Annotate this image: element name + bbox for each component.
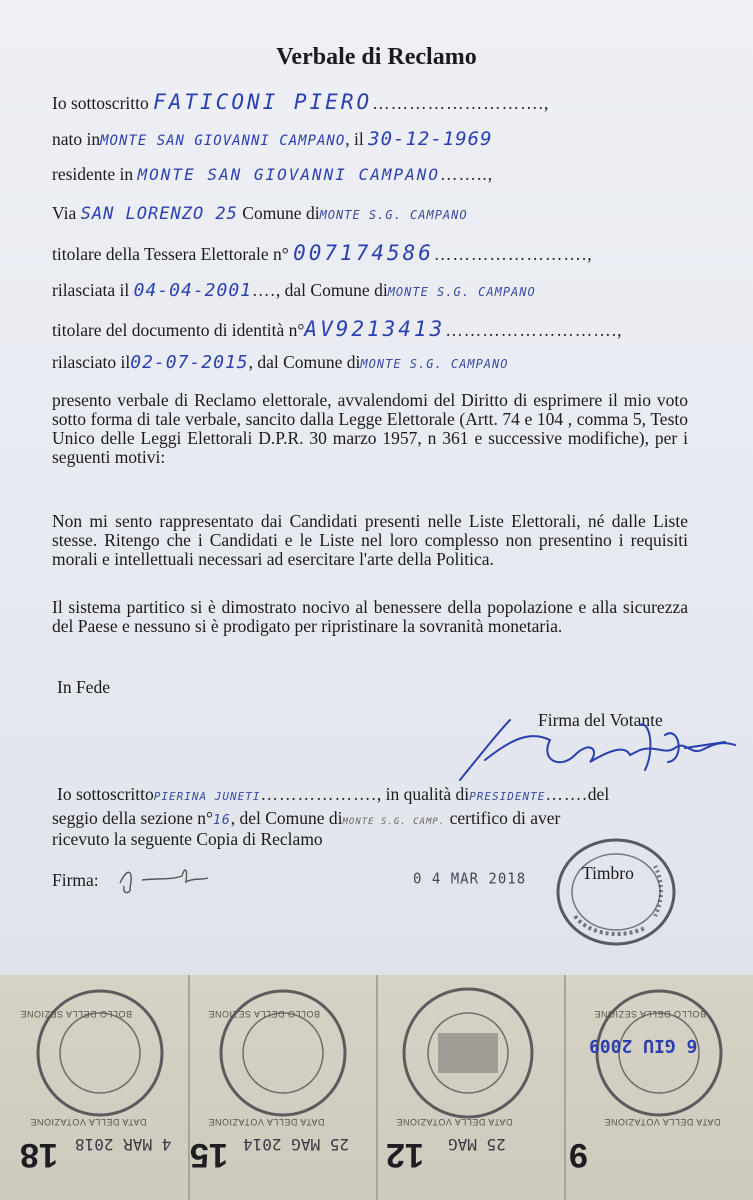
- value-residente: MONTE SAN GIOVANNI CAMPANO: [137, 165, 440, 184]
- label-nato: nato in: [52, 129, 101, 149]
- cert-line-1: Io sottoscrittoPIERINA JUNETI………………., in qualità diPRESIDENTE…….del: [57, 784, 610, 804]
- field-via: [52, 203, 468, 224]
- field-residente: residente in MONTE SAN GIOVANNI CAMPANO……..,: [52, 164, 494, 184]
- value-nato: MONTE SAN GIOVANNI CAMPANO: [100, 133, 346, 149]
- cert-seggio-value: 16: [213, 813, 231, 828]
- value-documento: AV9213413: [304, 317, 446, 341]
- president-signature: [112, 858, 212, 898]
- cert-certifico: certifico di aver: [449, 808, 561, 828]
- data-votazione-caption: DATA DELLA VOTAZIONE: [30, 1117, 147, 1127]
- cell-date: 6 GIU 2009: [589, 1035, 698, 1056]
- date-stamp: 0 4 MAR 2018: [413, 870, 527, 888]
- seal-icon: [203, 983, 363, 1123]
- card-cell: [0, 975, 190, 1200]
- cert-line-3: ricevuto la seguente Copia di Reclamo: [52, 829, 323, 849]
- firma-votante-label: Firma del Votante: [538, 710, 663, 730]
- value-comune: MONTE S.G. CAMPANO: [319, 208, 468, 222]
- card-cell: [188, 975, 378, 1200]
- cert-qualita-label: , in qualità di: [376, 784, 470, 804]
- body-paragraph: presento verbale di Reclamo elettorale, avvalendomi del Diritto di esprimere il mio voto sotto forma di tale verbale, sancito dalla Legge Elettorale (Artt. 74 e 104 , comma 5, Testo Unico delle Leggi Elettorali D.P.R. 30 marzo 1957, n 361 e successive modifiche), per i seguenti motivi:: [52, 390, 688, 467]
- label-rilasciata: rilasciata il: [52, 280, 130, 300]
- data-votazione-caption: DATA DELLA VOTAZIONE: [604, 1117, 721, 1127]
- value-sottoscritto: FATICONI PIERO: [153, 90, 373, 114]
- label-sottoscritto: Io sottoscritto: [52, 93, 149, 113]
- label-rilasciato: rilasciato il: [52, 352, 131, 372]
- electoral-card-strip: [0, 975, 753, 1200]
- official-seal: [555, 836, 677, 948]
- cell-date: 25 MAG 2014: [243, 1135, 349, 1154]
- document-title: Verbale di Reclamo: [276, 44, 477, 70]
- cert-del-label: del: [587, 784, 610, 804]
- value-via: SAN LORENZO 25: [80, 204, 238, 224]
- value-dal-comune2: MONTE S.G. CAMPANO: [360, 357, 509, 371]
- timbro-label: Timbro: [582, 863, 634, 883]
- field-nato: [52, 128, 493, 150]
- cert-qualita-value: PRESIDENTE: [469, 790, 546, 803]
- in-fede: In Fede: [57, 677, 110, 697]
- seal-icon: [25, 983, 175, 1123]
- cert-comune-label: , del Comune di: [230, 808, 343, 828]
- cell-number: 15: [190, 1136, 228, 1174]
- cert-sottoscritto-value: PIERINA JUNETI: [153, 790, 261, 803]
- label-il: , il: [345, 129, 364, 149]
- bollo-caption: BOLLO DELLA SEZIONE: [208, 1009, 321, 1019]
- bollo-caption: BOLLO DELLA SEZIONE: [20, 1009, 133, 1019]
- cert-seggio-label: seggio della sezione n°: [52, 808, 214, 828]
- data-votazione-caption: DATA DELLA VOTAZIONE: [208, 1117, 325, 1127]
- cert-line-2: [52, 808, 560, 829]
- label-dal-comune2: , dal Comune di: [248, 352, 361, 372]
- cell-date: 25 MAG: [448, 1135, 506, 1154]
- field-tessera: titolare della Tessera Elettorale n° 007174586…………………….,: [52, 241, 593, 265]
- value-rilasciato: 02-07-2015: [130, 352, 249, 373]
- seal-icon: [386, 983, 551, 1123]
- data-votazione-caption: DATA DELLA VOTAZIONE: [396, 1117, 513, 1127]
- label-comune: Comune di: [242, 203, 320, 223]
- field-documento: titolare del documento di identità n°AV9213413……………………….,: [52, 317, 623, 341]
- value-il: 30-12-1969: [368, 128, 493, 150]
- cell-number: 9: [569, 1136, 588, 1174]
- field-rilasciato: [52, 352, 508, 373]
- voter-signature: [440, 700, 740, 795]
- field-sottoscritto: Io sottoscritto FATICONI PIERO……………………….,: [52, 90, 550, 114]
- value-tessera: 007174586: [293, 241, 434, 265]
- field-rilasciata: rilasciata il 04-04-2001…., dal Comune diMONTE S.G. CAMPANO: [52, 280, 536, 301]
- label-via: Via: [52, 203, 77, 223]
- value-rilasciata: 04-04-2001: [133, 280, 253, 301]
- cert-sottoscritto-label: Io sottoscritto: [57, 784, 154, 804]
- value-dal-comune: MONTE S.G. CAMPANO: [387, 285, 536, 299]
- firma-label: Firma:: [52, 870, 99, 890]
- cell-number: 18: [20, 1136, 58, 1174]
- bollo-caption: BOLLO DELLA SEZIONE: [594, 1009, 707, 1019]
- card-cell: [564, 975, 753, 1200]
- cell-number: 12: [386, 1136, 424, 1174]
- card-cell: [376, 975, 566, 1200]
- label-residente: residente in: [52, 164, 134, 184]
- cell-date: 4 MAR 2018: [75, 1135, 172, 1154]
- motivi-paragraph-1: Non mi sento rappresentato dai Candidati presenti nelle Liste Elettorali, né dalle Liste stesse. Ritengo che i Candidati e le Liste nel loro complesso non presentino i requisiti morali e intellettuali necessari ad esercitare l'arte della Politica.: [52, 511, 688, 569]
- cert-comune-value: MONTE S.G. CAMP.: [342, 817, 446, 827]
- motivi-paragraph-2: Il sistema partitico si è dimostrato nocivo al benessere della popolazione e alla sicurezza del Paese e nessuno si è prodigato per ripristinare la sovranità monetaria.: [52, 597, 688, 636]
- label-tessera: titolare della Tessera Elettorale n°: [52, 244, 289, 264]
- label-dal-comune: , dal Comune di: [275, 280, 388, 300]
- label-documento: titolare del documento di identità n°: [52, 320, 305, 340]
